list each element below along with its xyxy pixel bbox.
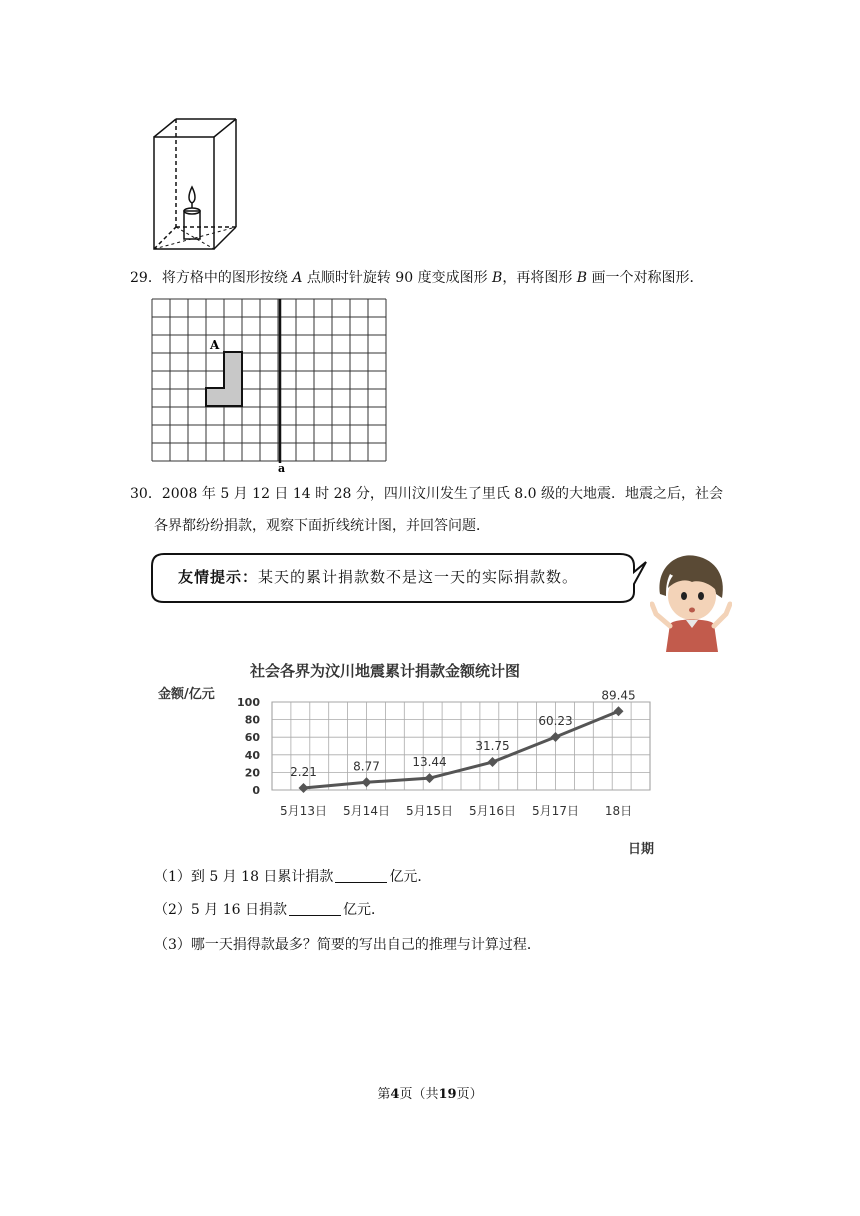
- line-chart: [230, 690, 660, 830]
- data-label: 13.44: [412, 755, 447, 770]
- x-tick-label: 5月15日: [406, 804, 453, 818]
- x-tick-label: 5月17日: [532, 804, 579, 818]
- axis-label-a: a: [278, 462, 286, 473]
- y-tick-label: 0: [252, 784, 260, 797]
- y-tick-label: 20: [244, 766, 260, 780]
- data-label: 2.21: [290, 765, 317, 780]
- x-tick-label: 18日: [604, 804, 633, 818]
- y-tick-label: 60: [244, 731, 260, 745]
- tip-text: 友情提示：某天的累计捐款数不是这一天的实际捐款数。: [178, 568, 579, 586]
- answer-blank[interactable]: [289, 901, 341, 916]
- question-30-line2: 各界都纷纷捐款，观察下面折线统计图，并回答问题．: [154, 518, 490, 534]
- sub-question-2: （2）5 月 16 日捐款 亿元．: [154, 902, 385, 918]
- data-label: 89.45: [601, 690, 636, 703]
- question-29: 29．将方格中的图形按绕 A 点顺时针旋转 90 度变成图形 B，再将图形 B 画一个对称图形．: [130, 270, 704, 286]
- sub-question-1: （1）到 5 月 18 日累计捐款 亿元．: [154, 869, 432, 885]
- sub-question-3: （3）哪一天捐得款最多？简要的写出自己的推理与计算过程．: [154, 937, 541, 953]
- chart-title: 社会各界为汶川地震累计捐款金额统计图: [250, 662, 521, 680]
- x-tick-label: 5月14日: [343, 804, 390, 818]
- question-30-line1: 30．2008 年 5 月 12 日 14 时 28 分，四川汶川发生了里氏 8.0 级的大地震．地震之后，社会: [130, 486, 724, 502]
- shape-a: [206, 352, 242, 406]
- page-footer: 第4页（共19页）: [377, 1087, 483, 1102]
- data-label: 60.23: [538, 713, 573, 728]
- chart-y-axis-label: 金额/亿元: [158, 687, 215, 702]
- data-label: 31.75: [475, 739, 510, 754]
- y-tick-label: 100: [237, 696, 260, 709]
- y-tick-label: 40: [244, 748, 260, 762]
- x-tick-label: 5月13日: [280, 804, 327, 818]
- data-label: 8.77: [353, 759, 380, 774]
- grid-figure: [150, 297, 392, 473]
- chart-x-axis-label: 日期: [628, 842, 655, 857]
- candle-box-figure: [148, 115, 244, 255]
- cartoon-boy-illustration: [650, 552, 732, 652]
- y-tick-label: 80: [244, 713, 260, 727]
- question-number: 29．: [130, 270, 162, 286]
- answer-blank[interactable]: [335, 868, 387, 883]
- question-number: 30．: [130, 486, 162, 502]
- x-tick-label: 5月16日: [469, 804, 516, 818]
- grid-label-a: A: [210, 338, 220, 352]
